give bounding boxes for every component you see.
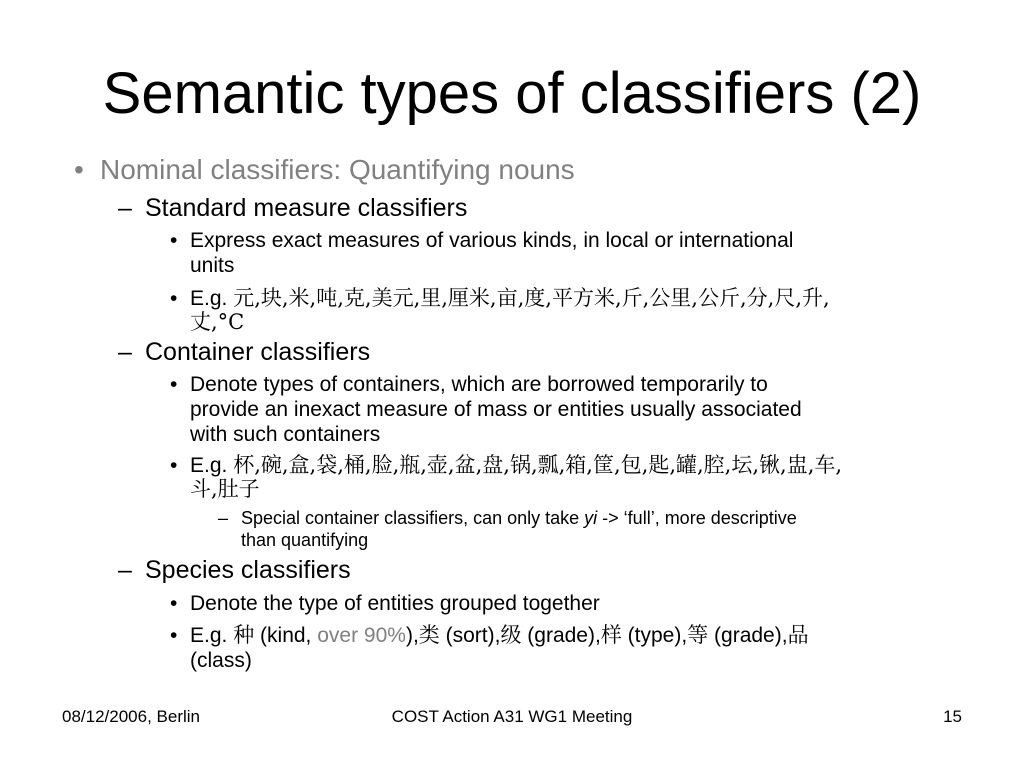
eg-label: E.g. [190,287,228,310]
standard-example-chars: 元,块,米,吨,克,美元,里,厘米,亩,度,平方米,斤,公里,公斤,分,尺,升, [233,286,830,310]
species-text: (kind, [254,624,318,647]
footer-date: 08/12/2006, Berlin [62,707,200,726]
standard-example-line-1 [190,286,830,311]
species-example-line-1 [190,623,809,648]
bullet-nominal-classifiers: Nominal classifiers: Quantifying nouns [100,154,575,185]
container-example-line-1 [190,453,842,478]
species-char-class: 品 [787,623,809,647]
bullet-marker: • [170,229,178,252]
heading-container: Container classifiers [145,338,371,366]
dash-marker: – [118,194,132,222]
bullet-marker: • [170,624,178,647]
container-bullet-1-line-2: provide an inexact measure of mass or entities usually associated [190,398,802,421]
special-text-post: -> ‘full’, more descriptive [597,508,797,528]
standard-bullet-1-line-1: Express exact measures of various kinds, in local or international [190,229,794,252]
species-text: (type), [621,624,688,647]
heading-species: Species classifiers [145,556,351,584]
container-bullet-1-line-1: Denote types of containers, which are borrowed temporarily to [190,373,768,396]
footer-page-number: 15 [943,707,962,726]
species-char-type: 样 [600,623,622,647]
dash-marker: – [118,556,132,584]
eg-label: E.g. [190,624,228,647]
container-example-line-2: 斗,肚子 [190,477,260,501]
species-text: (sort), [439,624,501,647]
bullet-marker: • [74,154,84,185]
special-text-pre: Special container classifiers, can only take [241,508,585,528]
bullet-marker: • [170,454,178,477]
footer-event: COST Action A31 WG1 Meeting [391,707,633,726]
dash-marker: – [118,338,132,366]
standard-example-line-2: 丈,°C [190,310,245,334]
special-container-line-2: than quantifying [241,530,369,550]
species-char-kind: 种 [233,623,255,647]
heading-standard-measure: Standard measure classifiers [145,194,468,222]
species-char-grade-2: 等 [687,623,709,647]
dash-marker: – [218,508,229,528]
bullet-marker: • [170,592,178,615]
species-bullet-1: Denote the type of entities grouped together [190,592,600,615]
container-bullet-1-line-3: with such containers [190,423,381,446]
species-text: (grade), [708,624,788,647]
slide-title: Semantic types of classifiers (2) [102,61,922,126]
species-over-90-percent: over 90% [317,624,406,647]
species-text: ), [405,624,419,647]
bullet-marker: • [170,287,178,310]
species-example-line-2: (class) [190,649,252,672]
standard-bullet-1-line-2: units [190,254,235,277]
species-text: (grade), [521,624,601,647]
species-char-grade: 级 [500,623,522,647]
container-example-chars: 杯,碗,盒,袋,桶,脸,瓶,壶,盆,盘,锅,瓢,箱,筐,包,匙,罐,腔,坛,锹,盅,车, [233,453,843,477]
species-char-sort: 类 [418,623,440,647]
eg-label: E.g. [190,454,228,477]
special-text-yi: yi [584,508,598,528]
bullet-marker: • [170,373,178,396]
special-container-line-1 [241,507,797,529]
